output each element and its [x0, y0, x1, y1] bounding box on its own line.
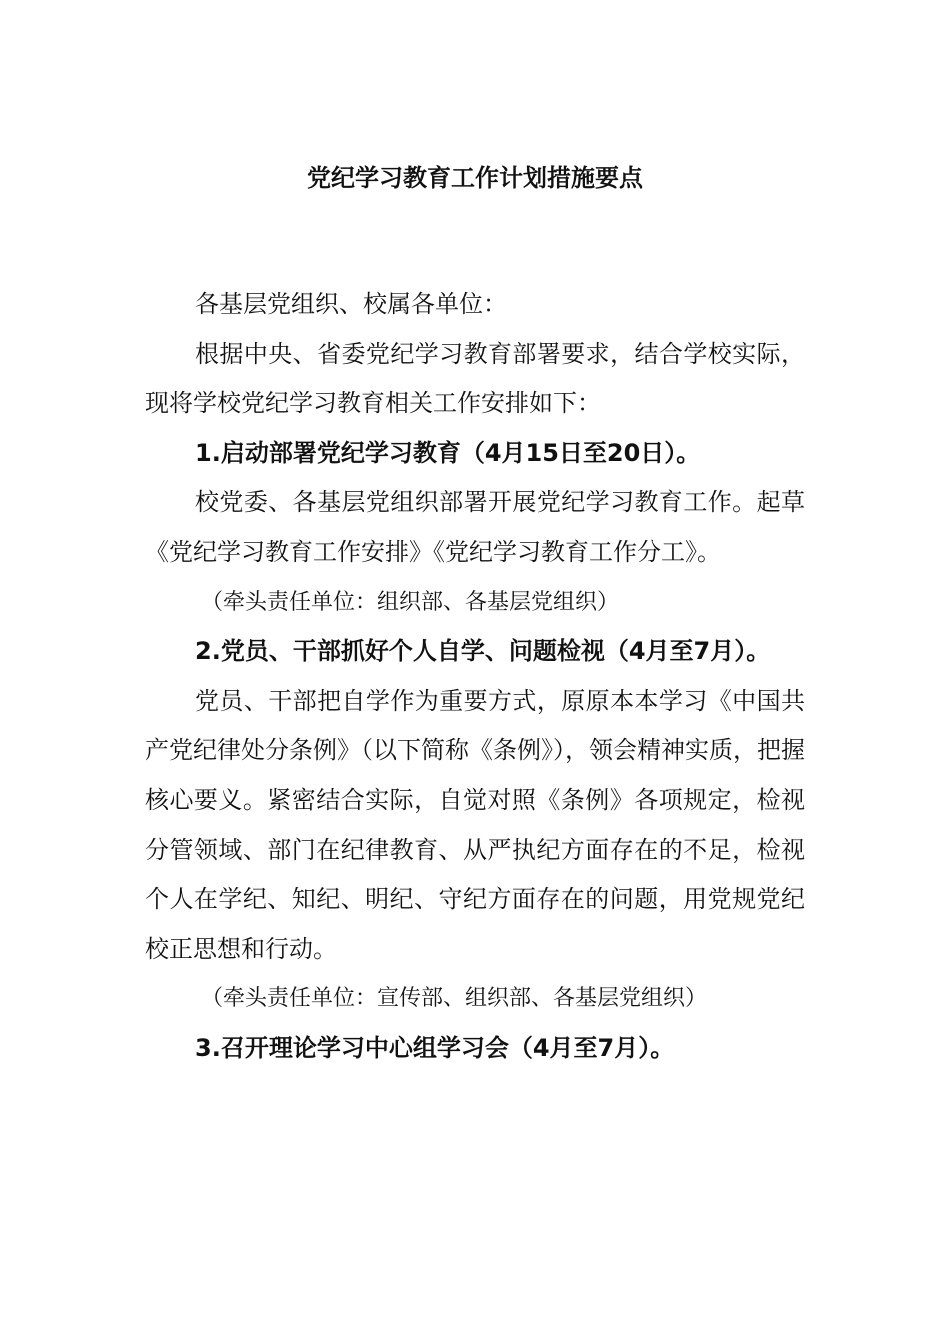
intro-paragraph: 根据中央、省委党纪学习教育部署要求，结合学校实际，现将学校党纪学习教育相关工作安排如下：	[145, 339, 805, 418]
item-1-body: 校党委、各基层党组织部署开展党纪学习教育工作。起草《党纪学习教育工作安排》《党纪学习教育工作分工》。	[145, 488, 805, 566]
item-2-note: （牵头责任单位：宣传部、组织部、各基层党组织）	[201, 986, 708, 1012]
page-title: 党纪学习教育工作计划措施要点	[307, 164, 643, 192]
item-2-body: 党员、干部把自学作为重要方式，原原本本学习《中国共产党纪律处分条例》（以下简称《条例》），领会精神实质，把握核心要义。紧密结合实际，自觉对照《条例》各项规定，检视分管领域、部门在纪律教育、从严执纪方面存在的不足，检视个人在学纪、知纪、明纪、守纪方面存在的问题，用党规党纪校正思想和行动。	[145, 686, 805, 963]
item-1-heading: 1.启动部署党纪学习教育（4月15日至20日）。	[195, 438, 701, 467]
item-2-heading: 2.党员、干部抓好个人自学、问题检视（4月至7月）。	[195, 637, 771, 666]
document-body	[145, 280, 805, 1074]
item-3-heading: 3.召开理论学习中心组学习会（4月至7月）。	[195, 1033, 675, 1062]
salutation: 各基层党组织、校属各单位：	[195, 290, 507, 318]
item-1-note: （牵头责任单位：组织部、各基层党组织）	[201, 589, 620, 615]
